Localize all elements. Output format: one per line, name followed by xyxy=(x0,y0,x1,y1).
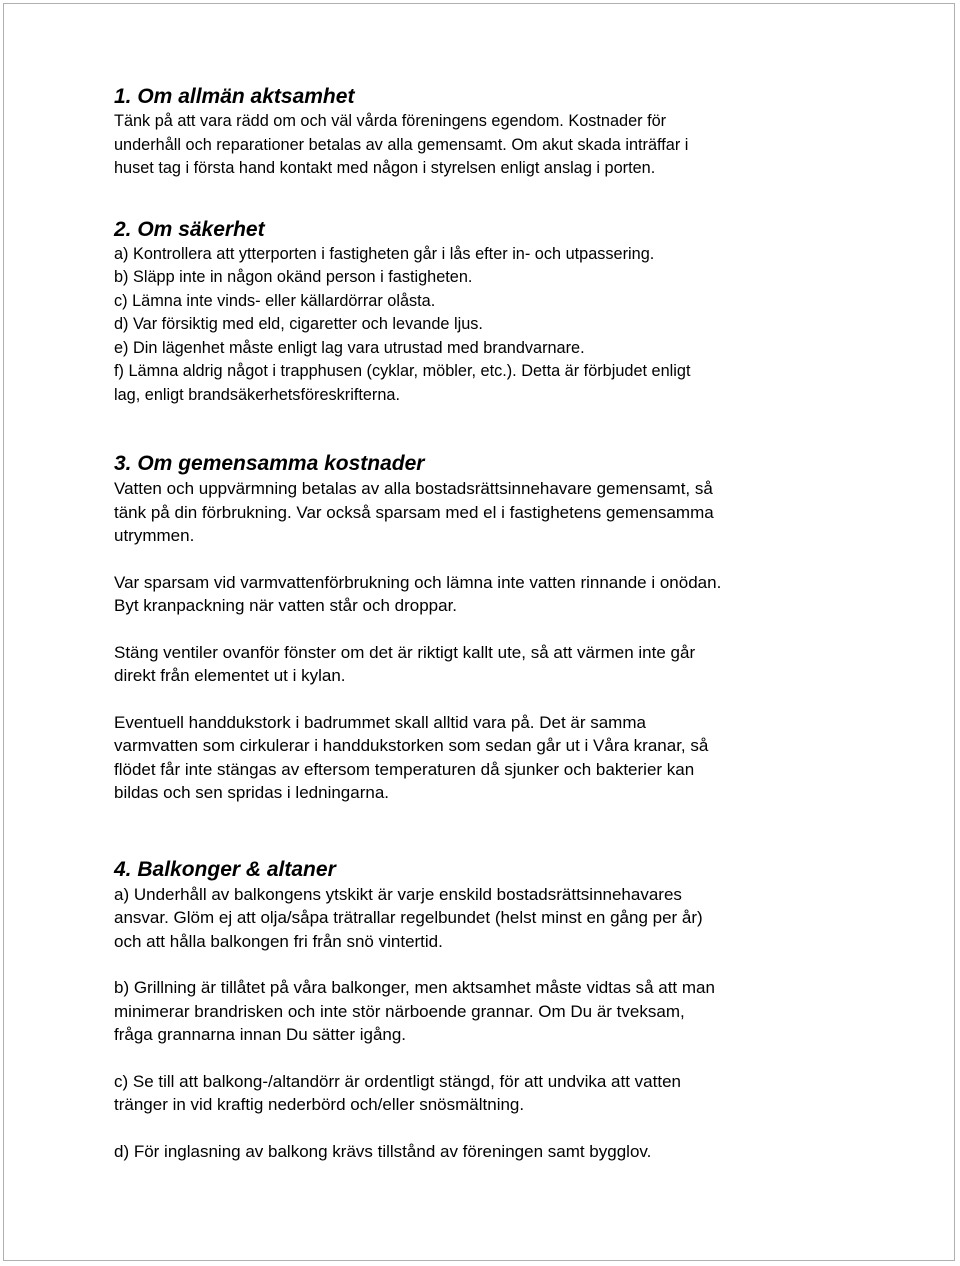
list-item: lag, enligt brandsäkerhetsföreskrifterna. xyxy=(114,385,400,404)
document-body xyxy=(114,84,854,1163)
text-line: a) Underhåll av balkongens ytskikt är varje enskild bostadsrättsinnehavares xyxy=(114,884,682,904)
section-title: 1. Om allmän aktsamhet xyxy=(114,85,355,108)
text-line: Tänk på att vara rädd om och väl vårda föreningens egendom. Kostnader för xyxy=(114,112,667,130)
text-line: d) För inglasning av balkong krävs tillstånd av föreningen samt bygglov. xyxy=(114,1141,652,1161)
text-line: underhåll och reparationer betalas av alla gemensamt. Om akut skada inträffar i xyxy=(114,135,689,154)
section-title: 3. Om gemensamma kostnader xyxy=(114,452,425,475)
section-title: 4. Balkonger & altaner xyxy=(114,857,336,881)
list-item: a) Kontrollera att ytterporten i fastigheten går i lås efter in- och utpassering. xyxy=(114,244,655,263)
text-line: ansvar. Glöm ej att olja/såpa trätrallar regelbundet (helst minst en gång per år) xyxy=(114,908,703,927)
text-line: Stäng ventiler ovanför fönster om det är riktigt kallt ute, så att värmen inte går xyxy=(114,642,696,662)
list-item: d) Var försiktig med eld, cigaretter och levande ljus. xyxy=(114,315,483,333)
text-line: flödet får inte stängas av eftersom temperaturen då sjunker och bakterier kan xyxy=(114,759,695,779)
section-safety xyxy=(114,217,854,408)
text-line: direkt från elementet ut i kylan. xyxy=(114,666,346,685)
text-line: minimerar brandrisken och inte stör närboende grannar. Om Du är tveksam, xyxy=(114,1001,685,1021)
list-item: c) Lämna inte vinds- eller källardörrar olåsta. xyxy=(114,291,436,310)
text-line: varmvatten som cirkulerar i handdukstorken som sedan går ut i Våra kranar, så xyxy=(114,736,709,755)
text-line: och att hålla balkongen fri från snö vintertid. xyxy=(114,931,443,951)
text-line: huset tag i första hand kontakt med någon i styrelsen enligt anslag i porten. xyxy=(114,159,656,177)
text-line: b) Grillning är tillåtet på våra balkonger, men aktsamhet måste vidtas så att man xyxy=(114,978,715,997)
section-general-care xyxy=(114,84,854,181)
text-line: fråga grannarna innan Du sätter igång. xyxy=(114,1025,407,1044)
text-line: Vatten och uppvärmning betalas av alla bostadsrättsinnehavare gemensamt, så xyxy=(114,479,713,498)
list-item: b) Släpp inte in någon okänd person i fastigheten. xyxy=(114,268,473,286)
list-item: e) Din lägenhet måste enligt lag vara utrustad med brandvarnare. xyxy=(114,338,585,357)
text-line: c) Se till att balkong-/altandörr är ordentligt stängd, för att undvika att vatten xyxy=(114,1071,681,1091)
text-line: Byt kranpackning när vatten står och droppar. xyxy=(114,596,458,615)
text-line: tänk på din förbrukning. Var också sparsam med el i fastighetens gemensamma xyxy=(114,502,714,522)
section-title: 2. Om säkerhet xyxy=(114,217,265,241)
list-item: f) Lämna aldrig något i trapphusen (cyklar, möbler, etc.). Detta är förbjudet enligt xyxy=(114,362,691,380)
section-balconies xyxy=(114,857,854,1164)
text-line: Var sparsam vid varmvattenförbrukning och lämna inte vatten rinnande i onödan. xyxy=(114,572,722,592)
text-line: utrymmen. xyxy=(114,526,195,545)
text-line: bildas och sen spridas i ledningarna. xyxy=(114,783,390,802)
section-shared-costs xyxy=(114,451,854,805)
text-line: tränger in vid kraftig nederbörd och/eller snösmältning. xyxy=(114,1095,525,1114)
text-line: Eventuell handdukstork i badrummet skall alltid vara på. Det är samma xyxy=(114,712,646,732)
